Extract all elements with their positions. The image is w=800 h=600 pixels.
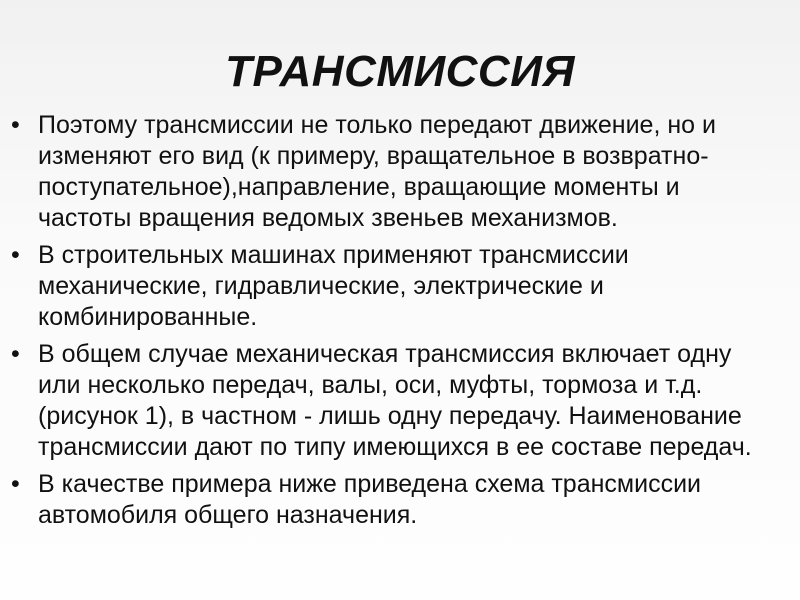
bullet-dot-icon: • [11,241,20,269]
bullet-list [0,110,800,537]
bullet-text: В качестве примера ниже приведена схема трансмиссии автомобиля общего назначения. [38,470,702,529]
slide-title: ТРАНСМИССИЯ [225,47,575,96]
bullet-item [0,339,800,463]
bullet-text: В строительных машинах применяют трансмиссии механические, гидравлические, электрические и комбинированные. [38,241,629,331]
bullet-item [0,110,800,234]
bullet-item [0,240,800,333]
bullet-item [0,469,800,531]
bullet-text: В общем случае механическая трансмиссия включает одну или несколько передач, валы, оси, муфты, тормоза и т.д. (рисунок 1), в частном - лишь одну передачу. Наименование трансмиссии дают по типу имеющихся в ее составе передач. [38,340,752,461]
bullet-dot-icon: • [11,340,20,368]
bullet-text: Поэтому трансмиссии не только передают движение, но и изменяют его вид (к примеру, вращательное в возвратно-поступательное),направление, вращающие моменты и частоты вращения ведомых звеньев механизмов. [38,111,716,232]
bullet-dot-icon: • [11,111,20,139]
bullet-dot-icon: • [11,470,20,498]
